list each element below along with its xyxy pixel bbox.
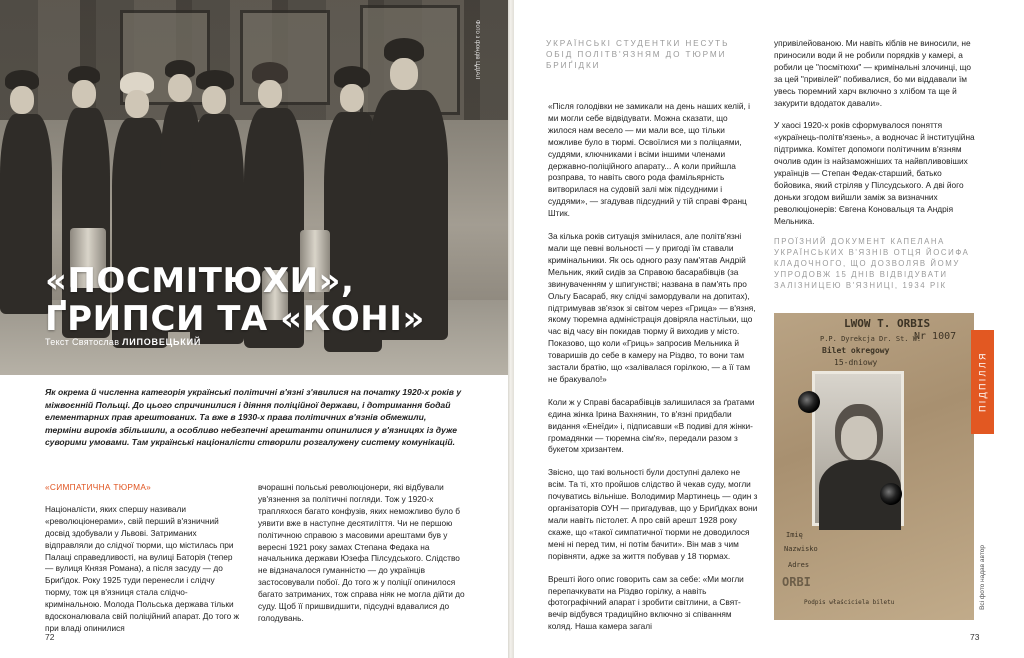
photo-credit: Фото з фондів ЦДІАЛ xyxy=(474,20,480,80)
travel-document-photo xyxy=(774,313,974,620)
body-paragraph: упривілейованою. Ми навіть кіблів не виносили, не приносили води й не робили порядків у камері, а робили це "посмітюхи" — кримінальні злочинці, що за цей "привілей" побивалися, бо ми віддавали їм увесь тюремний харч включно з хлібом та ще й закурити вдодаток давали». xyxy=(774,38,971,108)
doc-text: Adres xyxy=(788,561,810,569)
body-paragraph: «Після голодівки не замикали на день наших келій, і ми могли себе відвідувати. Можна сказати, що жилося нам весело — ми мали все, що тільки можливе було в тюрмі. Освоїлися ми з поліцаями, суддями, ключниками і всіми іншими членами державно-поліційного апарату... А коли прийшла розправа, то навіть свого рода фамільярність витворилася на судовій залі між підсудними і суддями», — згадував підсудний у тій справі Франц Штик. xyxy=(548,101,750,219)
doc-text: P.P. Dyrekcja Dr. St. W. xyxy=(820,335,922,343)
body-paragraph: вчорашні польські революціонери, які відбували ув'язнення за політичні погляди. Тож у 1920-х трапляхося багато конфузів, яких неможливо було б уявити вже в наступне десятиліття. Чи не першою політичною справою з масовими арештами був у вересні 1921 року замах Степана Федака на начальника держави Юзефа Пілсудського. Слідство не відзначалося гуманністю — до українців застосовували побої. До того ж у поліції опинилося багато затриманих, тож справа ніяк не могла дійти до суду. Щоб її пришвидшити, підсудні вдавалися до голодувань. xyxy=(258,482,465,623)
left-page xyxy=(0,0,508,658)
photo-caption: УКРАЇНСЬКІ СТУДЕНТКИ НЕСУТЬ ОБІД ПОЛІТВ'ЯЗНЯМ ДО ТЮРМИ БРИҐІДКИ xyxy=(546,39,730,70)
doc-text: 15-dniowy xyxy=(834,358,878,367)
body-paragraph: Коли ж у Справі басарабівців залишилася за ґратами єдина жінка Ірина Вахнянин, то в'язні придбали видання «Енеїди» і, підписавши «В подиві для жінки-громадянки — тюремна сім'я», передали разом з букетом хризантем. xyxy=(548,396,755,455)
doc-text: ORBI xyxy=(782,575,811,589)
rivet xyxy=(880,483,902,505)
article-title xyxy=(45,262,445,338)
text-column-3 xyxy=(548,101,758,644)
title-line-2: ҐРИПСИ ТА «КОНІ» xyxy=(45,299,425,339)
byline-prefix: Текст Святослав xyxy=(45,337,120,347)
lead-paragraph: Як окрема й численна категорія українські політичні в'язні з'явилися на початку 1920-х років у міжвоєнній Польщі. До цього спричинилися і діяння поліційної держави, і дотримання бодай елементарних прав арештованих. Та вже в 1930-х права політичних в'язнів обмежили, терміни вироків збільшили, а особливо небезпечні арештанти опинилися у в'язницях із дуже суворими умовами. Там українські націоналісти створили розгалужену систему комунікацій. xyxy=(45,387,462,447)
body-paragraph: Націоналісти, яких спершу називали «революціонерами», свій перший в'язничний досвід здобували у Львові. Затриманих відправляли до слідчої тюрми, що містилась при Палаці справедливості, на вулиці Баторія (тепер — вулиця Князя Романа), а після засуду — до Бриґідок. Року 1925 туди перенесли і слідчу тюрму, тож ця в'язниця стала слідчо-кримінальною. Молода Польська держава тільки вдосконалювала свій поліційний апарат. До того ж при владі опинилися xyxy=(45,503,240,633)
body-paragraph: Врешті його опис говорить сам за себе: «Ми могли перепачкувати на Різдво горілку, а навіть фотографічний апарат і зробити світлини, а Свят-вечір відбувся традиційно включно зі співанням коляд. Наша камера загалі xyxy=(548,573,744,632)
document-caption: ПРОЇЗНИЙ ДОКУМЕНТ КАПЕЛАНА УКРАЇНСЬКИХ В'ЯЗНІВ ОТЦЯ ЙОСИФА КЛАДОЧНОГО, ЩО ДОЗВОЛЯВ ЙОМУ УПРОДОВЖ 15 ДНІВ ВІДВІДУВАТИ ЗАЛІЗНИЦЕЮ В'ЯЗНИЦІ, 1934 РІК xyxy=(774,237,970,290)
page-number-right: 73 xyxy=(970,632,980,642)
doc-text: LWOW T. ORBIS xyxy=(844,317,931,330)
image-credit: Всі фото надав автор xyxy=(979,545,986,610)
body-paragraph: У хаосі 1920-х років сформувалося поняття «українець-політв'язень», а водночас й інституційна підтримка. Комітет допомоги політичним в'язням очолив один із найзаможніших та найвпливовіших українців — Степан Федак-старший, батько бойовика, який стріляв у Пілсудського. А дві його доньки згодом вийшли заміж за визначних революціонерів: Євгена Коновальця та Андрія Мельника. xyxy=(774,120,975,226)
body-paragraph: За кілька років ситуація змінилася, але політв'язні мали ще певні вольності — у пригоді їм ставали кримінальники. Як ось одного разу пам'ятав Андрій Мельник, який сидів за Справою басарабівців (за звинуваченням у шпигунстві; названа в пам'ять про Ольгу Басараб, яку слідчі замордували на допитах), підтримував зв'язок зі світом через «Грица» — в'язня, якому тюремна адміністрація довіряла настільки, що час від часу він покидав тюрму й виходив у місто. Показово, що коли «Гриць» запросив Мельника й товаришів до себе в камеру на Різдво, то вони там застали братію, що «залівалася горілкою, — а її там не бракувало!» xyxy=(548,231,756,384)
text-column-2 xyxy=(258,482,468,636)
text-column-1 xyxy=(45,482,240,646)
byline xyxy=(45,337,201,347)
doc-text: Nr 1007 xyxy=(914,331,957,342)
body-paragraph: Звісно, що такі вольності були доступні далеко не всім. Та ті, хто пройшов слідство й чекав суду, могли почуватись вільніше. Володимир Мартинець — один з організаторів ОУН — пригадував, що у Бриґідках вони мали навіть пістолет. А про свій арешт 1928 року скаже, що «такої симпатичної тюрми не доводилося мені ні перед тим, ні потім бачити». Він мав з чим порівняти, адже за життя побував у 18 тюрмах. xyxy=(548,467,758,561)
page-number-left: 72 xyxy=(45,632,55,642)
doc-text: Nazwisko xyxy=(784,545,818,553)
doc-text: Podpis właściciela biletu xyxy=(804,599,895,606)
doc-text: Bilet okregowy xyxy=(822,346,890,355)
section-subhead: «СИМПАТИЧНА ТЮРМА» xyxy=(45,482,152,492)
title-line-1: «ПОСМІТЮХИ», xyxy=(45,261,355,301)
doc-text: Imię xyxy=(786,531,803,539)
rivet xyxy=(798,391,820,413)
byline-author: ЛИПОВЕЦЬКИЙ xyxy=(122,337,202,347)
text-column-4 xyxy=(774,38,979,239)
section-tab: ПІДПІЛЛЯ xyxy=(971,330,994,434)
